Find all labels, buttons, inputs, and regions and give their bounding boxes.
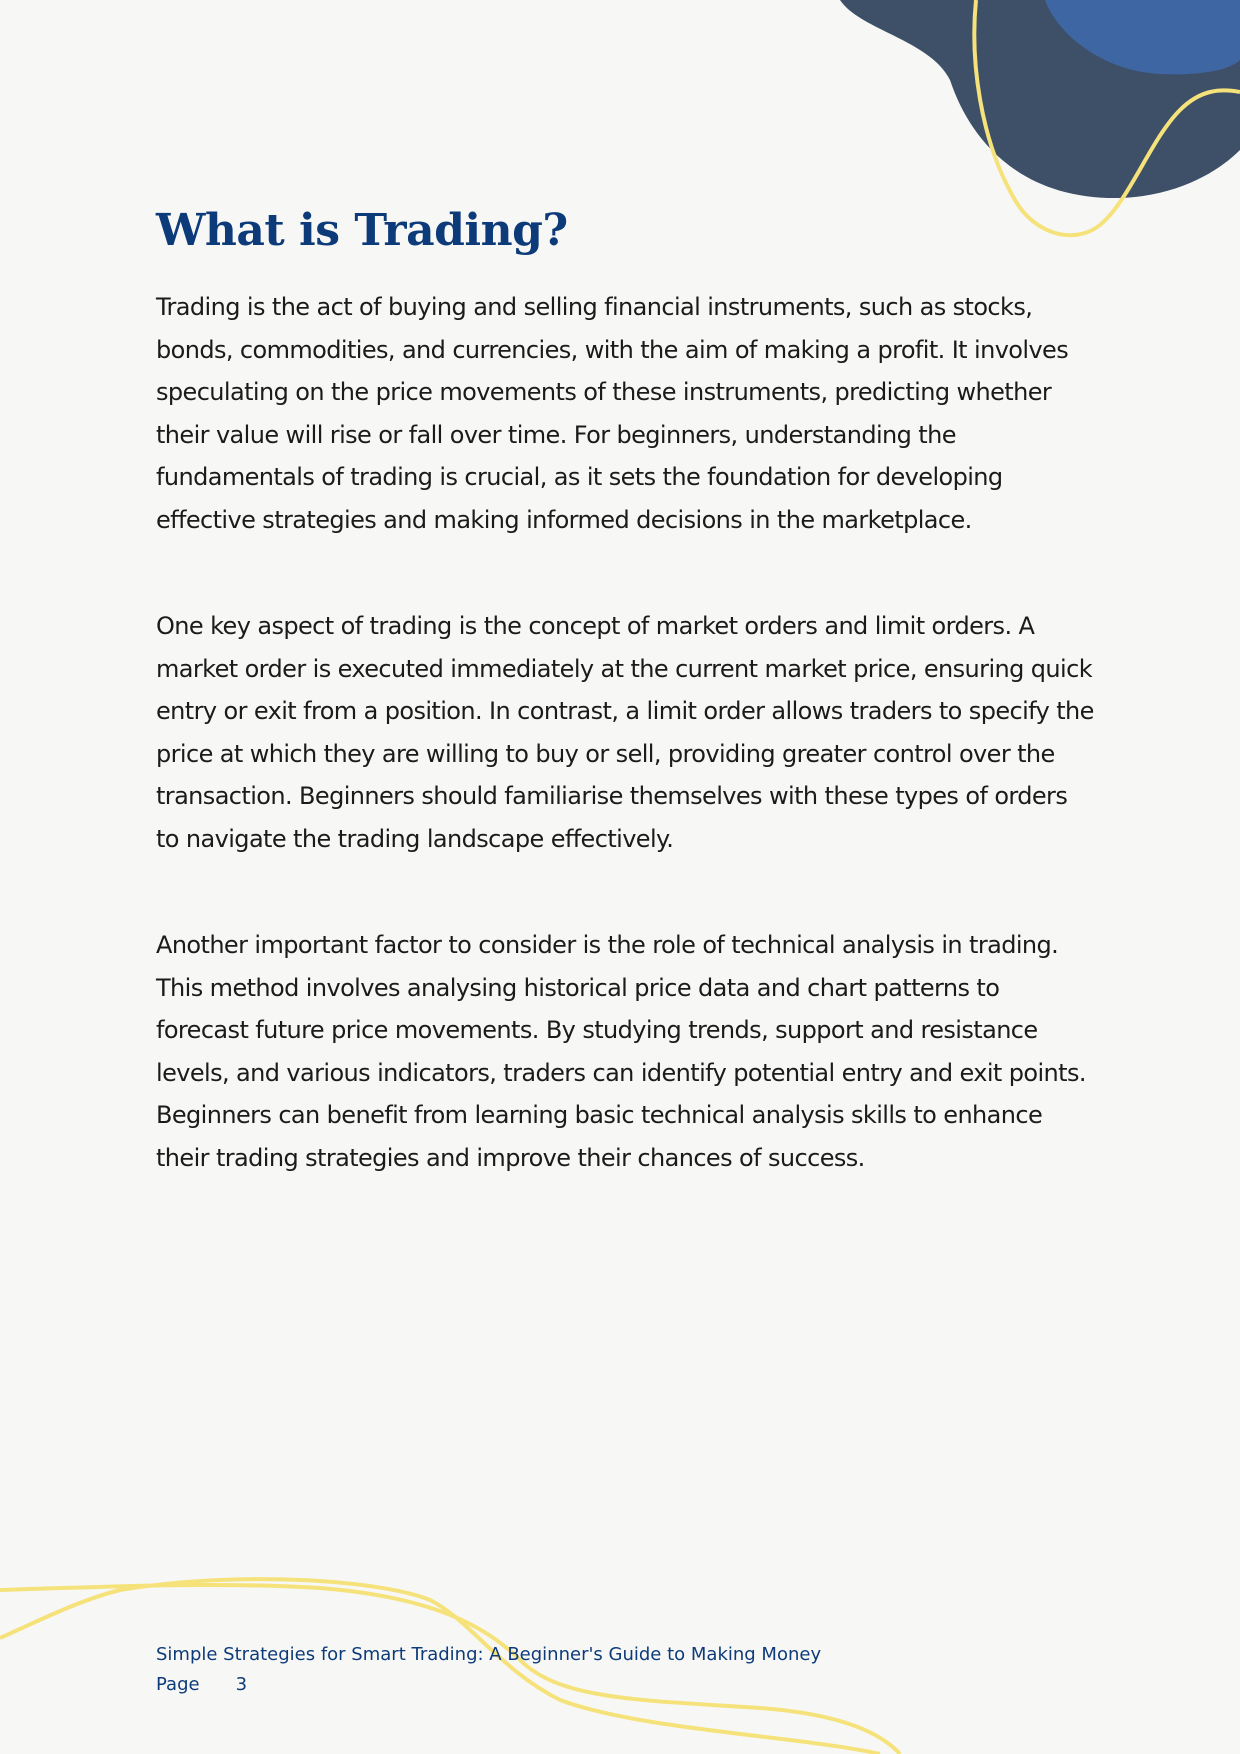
footer-page-number: 3 [235,1674,248,1695]
footer-page-label: Page [156,1674,200,1695]
body-paragraph-2: One key aspect of trading is the concept of market orders and limit orders. A market order is executed immediately at the current market price, ensuring quick entry or exit from a position. In contrast, a limit order allows traders to specify the price at which they are willing to buy or sell, providing greater control over the transaction. Beginners should familiarise themselves with these types of orders to navigate the trading landscape effectively. [156,612,1094,853]
body-paragraph-1: Trading is the act of buying and selling financial instruments, such as stocks, bonds, commodities, and currencies, with the aim of making a profit. It involves speculating on the price movements of these instruments, predicting whether their value will rise or fall over time. For beginners, understanding the fundamentals of trading is crucial, as it sets the foundation for developing effective strategies and making informed decisions in the marketplace. [156,293,1069,534]
footer-page-line [156,1670,821,1700]
page-title: What is Trading? [156,205,568,256]
footer-book-title: Simple Strategies for Smart Trading: A Beginner's Guide to Making Money [156,1644,822,1665]
page-footer [156,1640,821,1700]
body-paragraph-3: Another important factor to consider is the role of technical analysis in trading. This method involves analysing historical price data and chart patterns to forecast future price movements. By studying trends, support and resistance levels, and various indicators, traders can identify potential entry and exit points. Beginners can benefit from learning basic technical analysis skills to enhance their trading strategies and improve their chances of success. [156,931,1086,1172]
page-content [156,205,1096,1243]
